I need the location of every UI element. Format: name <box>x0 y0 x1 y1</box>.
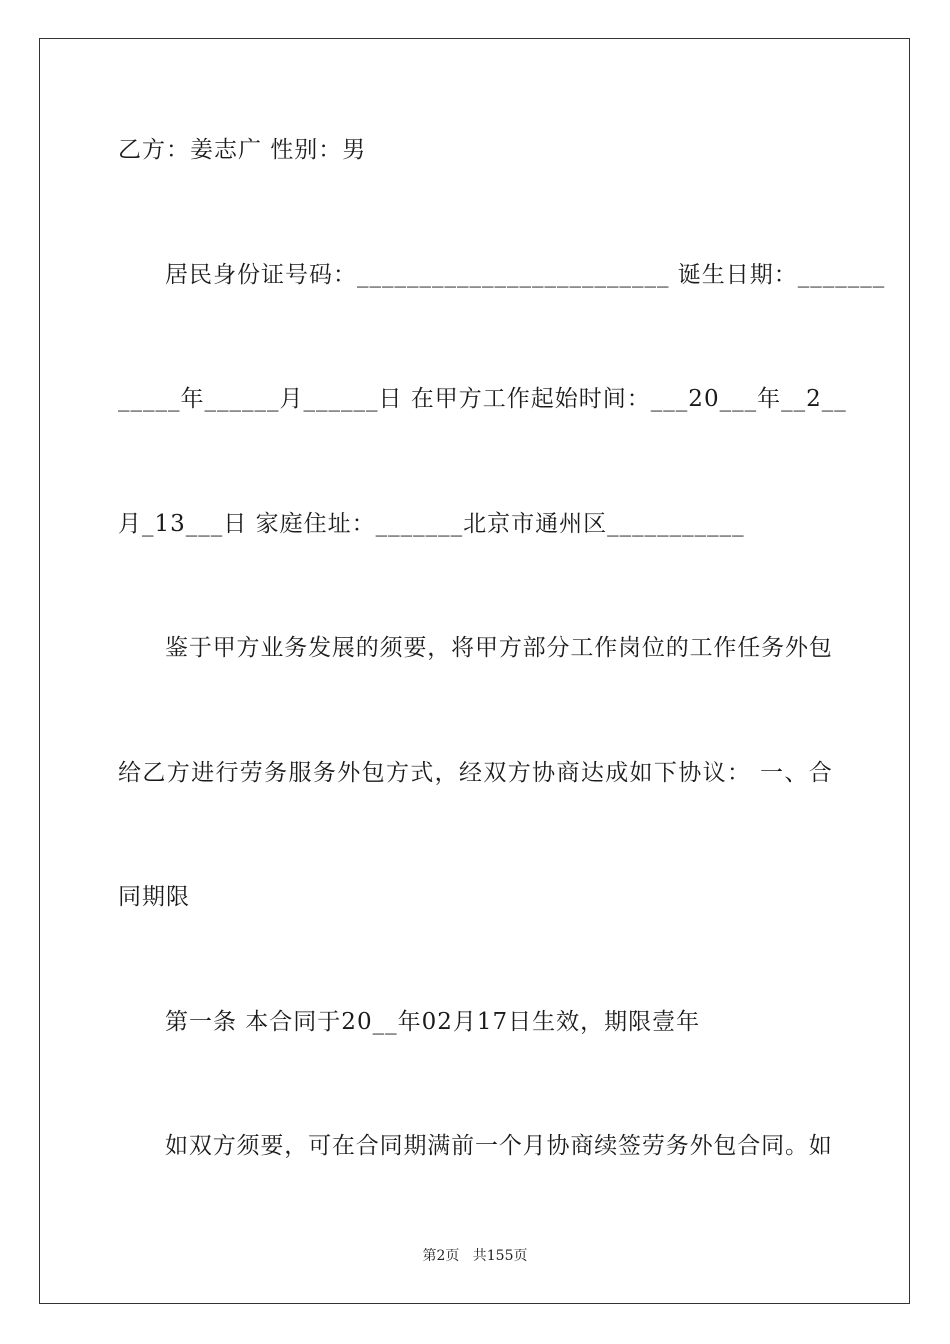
text-char: 岗 <box>618 635 642 661</box>
text-char: 协 <box>532 760 556 786</box>
text-char: 外 <box>784 635 808 661</box>
text-char: 同 <box>761 1133 785 1159</box>
text-char: 协 <box>546 1133 570 1159</box>
address-line: 月_13___日 家庭住址：_______北京市通州区___________ <box>118 511 745 537</box>
dates-line: _____年______月______日 在甲方工作起始时间：___20___年__2__ <box>118 386 847 412</box>
text-char: 商 <box>556 760 580 786</box>
text-char: 务 <box>665 1133 689 1159</box>
text-char: 要 <box>260 1133 284 1159</box>
text-char: 须 <box>379 635 403 661</box>
text-char: 业 <box>260 635 284 661</box>
preamble-line-1 <box>165 633 832 663</box>
text-char: 进 <box>191 760 215 786</box>
page-footer: 第2页 共155页 <box>422 1248 528 1264</box>
text-char: 包 <box>808 635 832 661</box>
text-char: 如 <box>165 1133 188 1159</box>
text-char: 须 <box>236 1133 260 1159</box>
text-char: 将 <box>451 635 475 661</box>
text-char: 合 <box>737 1133 761 1159</box>
text-char: 部 <box>522 635 546 661</box>
text-char: 乙 <box>142 760 166 786</box>
text-char: 外 <box>337 760 361 786</box>
text-char: 鉴 <box>165 635 188 661</box>
text-char: 如 <box>808 1133 832 1159</box>
text-char: 于 <box>188 635 212 661</box>
text-char: 在 <box>331 1133 355 1159</box>
text-char: 务 <box>264 760 288 786</box>
text-char: 、 <box>784 760 808 786</box>
text-char: ， <box>427 635 451 661</box>
text-char: 满 <box>427 1133 451 1159</box>
party-b-line: 乙方：姜志广 性别：男 <box>118 137 367 163</box>
text-char <box>751 758 758 788</box>
text-char: 作 <box>713 635 737 661</box>
text-char: 下 <box>653 760 677 786</box>
text-char: ， <box>434 760 458 786</box>
text-char: 如 <box>629 760 653 786</box>
text-char: 商 <box>570 1133 594 1159</box>
text-char: 甲 <box>474 635 498 661</box>
text-char: 务 <box>312 760 336 786</box>
text-char: 的 <box>355 635 379 661</box>
text-char: 双 <box>188 1133 212 1159</box>
text-char: 包 <box>713 1133 737 1159</box>
text-char: 要 <box>403 635 427 661</box>
text-char: 续 <box>594 1133 618 1159</box>
text-char: 发 <box>308 635 332 661</box>
section-heading-contract-term: 同期限 <box>118 884 190 910</box>
text-char: 任 <box>737 635 761 661</box>
text-char: 同 <box>379 1133 403 1159</box>
text-char: 包 <box>361 760 385 786</box>
text-char: 服 <box>288 760 312 786</box>
text-char: 方 <box>166 760 190 786</box>
text-char: 前 <box>451 1133 475 1159</box>
text-char: 方 <box>498 635 522 661</box>
text-char: 合 <box>355 1133 379 1159</box>
preamble-line-2 <box>118 758 832 788</box>
renewal-line <box>165 1131 832 1161</box>
text-char: 方 <box>385 760 409 786</box>
text-char: 行 <box>215 760 239 786</box>
id-number-line: 居民身份证号码：_________________________ 诞生日期：_______ <box>165 262 886 288</box>
text-char: 式 <box>410 760 434 786</box>
text-char: 协 <box>678 760 702 786</box>
text-char: ： <box>726 760 750 786</box>
text-char: ， <box>284 1133 308 1159</box>
text-char: 务 <box>761 635 785 661</box>
text-char: 一 <box>474 1133 498 1159</box>
text-char: 双 <box>483 760 507 786</box>
text-char: 展 <box>331 635 355 661</box>
text-char: 期 <box>403 1133 427 1159</box>
page-frame <box>39 38 910 1304</box>
text-char: 位 <box>641 635 665 661</box>
text-char: 劳 <box>239 760 263 786</box>
text-char: 方 <box>236 635 260 661</box>
text-char: 签 <box>618 1133 642 1159</box>
text-char: 劳 <box>641 1133 665 1159</box>
text-char: 个 <box>498 1133 522 1159</box>
text-char: 给 <box>118 760 141 786</box>
text-char: 达 <box>580 760 604 786</box>
text-char: 方 <box>507 760 531 786</box>
text-char: 分 <box>546 635 570 661</box>
text-char: 一 <box>760 760 784 786</box>
text-char: 作 <box>594 635 618 661</box>
text-char: 工 <box>689 635 713 661</box>
text-char: 议 <box>702 760 726 786</box>
article-one-line: 第一条 本合同于20__年02月17日生效，期限壹年 <box>165 1009 701 1035</box>
text-char: 成 <box>605 760 629 786</box>
text-char: 外 <box>689 1133 713 1159</box>
text-char: 甲 <box>212 635 236 661</box>
text-char: 方 <box>212 1133 236 1159</box>
text-char: 合 <box>808 760 832 786</box>
text-char: 工 <box>570 635 594 661</box>
text-char: 月 <box>522 1133 546 1159</box>
text-char: 务 <box>284 635 308 661</box>
text-char: 可 <box>308 1133 332 1159</box>
text-char: 经 <box>459 760 483 786</box>
text-char: 。 <box>784 1133 808 1159</box>
text-char: 的 <box>665 635 689 661</box>
